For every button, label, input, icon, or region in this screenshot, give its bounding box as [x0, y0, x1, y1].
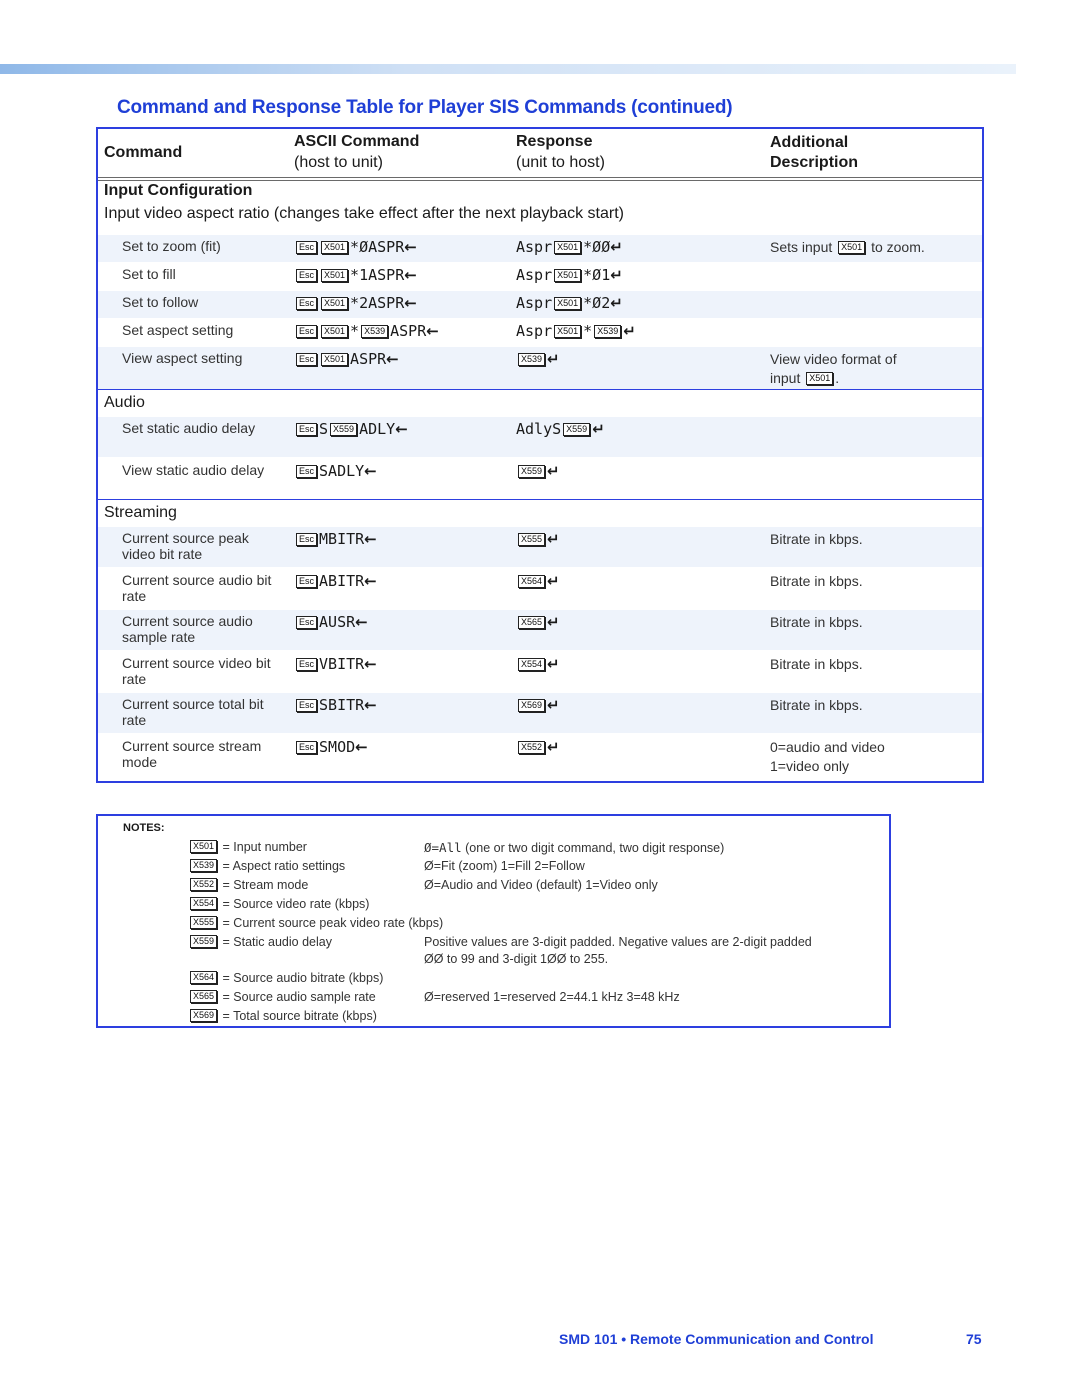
left-arrow-icon: ← — [395, 420, 408, 438]
additional-description: Bitrate in kbps. — [770, 656, 863, 672]
table-row — [98, 235, 982, 262]
response — [516, 696, 560, 714]
note-item: X569 = Total source bitrate (kbps) — [188, 1009, 377, 1023]
header-description: Description — [770, 154, 859, 171]
additional-description: Bitrate in kbps. — [770, 614, 863, 630]
header-host-to-unit: (host to unit) — [294, 154, 383, 171]
additional-description: Sets input X501 to zoom. — [770, 239, 925, 255]
note-item: X555 = Current source peak video rate (kbps) — [188, 916, 443, 930]
x559-key-icon: X559 — [518, 465, 545, 478]
ascii-command: Esc MBITR← — [294, 530, 377, 548]
notes-box — [96, 814, 891, 1028]
table-row — [98, 263, 982, 290]
left-arrow-icon: ← — [364, 572, 377, 590]
left-arrow-icon: ← — [426, 322, 439, 340]
left-arrow-icon: ← — [404, 294, 417, 312]
return-arrow-icon: ↵ — [547, 655, 560, 673]
ascii-command: Esc ABITR← — [294, 572, 377, 590]
x565-key-icon: X565 — [190, 990, 217, 1003]
row-label: Current source audio bit rate — [122, 572, 272, 604]
ascii-command: Esc X501 ASPR← — [294, 350, 399, 368]
return-arrow-icon: ↵ — [592, 420, 605, 438]
table-row — [98, 347, 982, 389]
note-detail: Ø=Audio and Video (default) 1=Video only — [424, 878, 658, 892]
additional-description: 0=audio and video 1=video only — [770, 739, 885, 774]
additional-description: Bitrate in kbps. — [770, 531, 863, 547]
x555-key-icon: X555 — [518, 533, 545, 546]
command-table — [96, 127, 984, 783]
section-divider — [98, 499, 982, 500]
x555-key-icon: X555 — [190, 916, 217, 929]
x501-key-icon: X501 — [554, 241, 581, 254]
x559-key-icon: X559 — [563, 423, 590, 436]
return-arrow-icon: ↵ — [547, 572, 560, 590]
x501-key-icon: X501 — [321, 269, 348, 282]
section-title-audio: Audio — [104, 394, 145, 411]
row-label: Set to fill — [122, 266, 176, 282]
note-detail: Ø=Fit (zoom) 1=Fill 2=Follow — [424, 859, 585, 873]
row-label: Current source stream mode — [122, 738, 262, 770]
x552-key-icon: X552 — [518, 741, 545, 754]
response: Aspr X501 *Ø2↵ — [516, 294, 623, 312]
left-arrow-icon: ← — [386, 350, 399, 368]
note-item: X565 = Source audio sample rate — [188, 990, 376, 1004]
response: Aspr X501 *Ø1↵ — [516, 266, 623, 284]
left-arrow-icon: ← — [355, 613, 368, 631]
response — [516, 462, 560, 480]
esc-key-icon: Esc — [296, 269, 317, 282]
return-arrow-icon: ↵ — [610, 294, 623, 312]
table-row — [98, 527, 982, 567]
ascii-command: Esc X501 *1ASPR← — [294, 266, 417, 284]
note-detail: Positive values are 3-digit padded. Negative values are 2-digit padded — [424, 935, 812, 949]
note-detail: Ø=reserved 1=reserved 2=44.1 kHz 3=48 kHz — [424, 990, 680, 1004]
x501-key-icon: X501 — [838, 241, 865, 254]
esc-key-icon: Esc — [296, 699, 317, 712]
x501-key-icon: X501 — [554, 297, 581, 310]
x501-key-icon: X501 — [806, 372, 833, 385]
table-row — [98, 569, 982, 609]
x501-key-icon: X501 — [321, 297, 348, 310]
additional-description: Bitrate in kbps. — [770, 573, 863, 589]
esc-key-icon: Esc — [296, 423, 317, 436]
ascii-command: Esc X501 *ØASPR← — [294, 238, 417, 256]
response — [516, 738, 560, 756]
esc-key-icon: Esc — [296, 465, 317, 478]
row-label: Current source video bit rate — [122, 655, 271, 687]
esc-key-icon: Esc — [296, 658, 317, 671]
left-arrow-icon: ← — [404, 238, 417, 256]
left-arrow-icon: ← — [364, 655, 377, 673]
esc-key-icon: Esc — [296, 616, 317, 629]
x539-key-icon: X539 — [361, 325, 388, 338]
header-unit-to-host: (unit to host) — [516, 154, 605, 171]
header-rule — [98, 177, 982, 178]
x501-key-icon: X501 — [190, 840, 217, 853]
esc-key-icon: Esc — [296, 241, 317, 254]
x501-key-icon: X501 — [554, 269, 581, 282]
table-row — [98, 459, 982, 499]
header-command: Command — [104, 144, 183, 161]
x554-key-icon: X554 — [518, 658, 545, 671]
table-row — [98, 735, 982, 779]
note-item: X564 = Source audio bitrate (kbps) — [188, 971, 383, 985]
note-item: X559 = Static audio delay — [188, 935, 332, 949]
x539-key-icon: X539 — [190, 859, 217, 872]
x569-key-icon: X569 — [518, 699, 545, 712]
row-label: View static audio delay — [122, 462, 265, 478]
row-label: Set aspect setting — [122, 322, 234, 338]
row-label: Set static audio delay — [122, 420, 256, 436]
response — [516, 350, 560, 368]
x569-key-icon: X569 — [190, 1009, 217, 1022]
page-title: Command and Response Table for Player SIS Commands (continued) — [117, 97, 733, 118]
x559-key-icon: X559 — [190, 935, 217, 948]
ascii-command: Esc X501 * X539 ASPR← — [294, 322, 439, 340]
esc-key-icon: Esc — [296, 297, 317, 310]
additional-description: View video format of input X501 . — [770, 351, 897, 386]
esc-key-icon: Esc — [296, 353, 317, 366]
ascii-command: Esc VBITR← — [294, 655, 377, 673]
x539-key-icon: X539 — [594, 325, 621, 338]
x552-key-icon: X552 — [190, 878, 217, 891]
return-arrow-icon: ↵ — [623, 322, 636, 340]
response: Aspr X501 * X539 ↵ — [516, 322, 636, 340]
note-detail: Ø=All (one or two digit command, two digit response) — [424, 840, 725, 855]
ascii-command: Esc SBITR← — [294, 696, 377, 714]
section-divider — [98, 389, 982, 390]
header-additional: Additional — [770, 134, 849, 151]
left-arrow-icon: ← — [404, 266, 417, 284]
esc-key-icon: Esc — [296, 533, 317, 546]
section-title-input-config: Input Configuration — [104, 182, 253, 199]
footer-text: SMD 101 • Remote Communication and Control — [559, 1331, 874, 1347]
response: AdlyS X559 ↵ — [516, 420, 605, 438]
x565-key-icon: X565 — [518, 616, 545, 629]
response — [516, 655, 560, 673]
left-arrow-icon: ← — [364, 530, 377, 548]
return-arrow-icon: ↵ — [547, 530, 560, 548]
esc-key-icon: Esc — [296, 741, 317, 754]
ascii-command: Esc S X559 ADLY← — [294, 420, 408, 438]
header-response: Response — [516, 133, 593, 150]
header-rule — [98, 180, 982, 181]
x539-key-icon: X539 — [518, 353, 545, 366]
x501-key-icon: X501 — [554, 325, 581, 338]
table-row — [98, 291, 982, 318]
table-row — [98, 319, 982, 346]
return-arrow-icon: ↵ — [547, 738, 560, 756]
row-label: Current source peak video bit rate — [122, 530, 249, 562]
ascii-command: Esc SMOD← — [294, 738, 368, 756]
additional-description: Bitrate in kbps. — [770, 697, 863, 713]
x501-key-icon: X501 — [321, 325, 348, 338]
left-arrow-icon: ← — [364, 462, 377, 480]
response: Aspr X501 *ØØ↵ — [516, 238, 623, 256]
x554-key-icon: X554 — [190, 897, 217, 910]
response — [516, 530, 560, 548]
table-row — [98, 652, 982, 692]
left-arrow-icon: ← — [355, 738, 368, 756]
row-label: Set to follow — [122, 294, 199, 310]
row-label: View aspect setting — [122, 350, 243, 366]
esc-key-icon: Esc — [296, 325, 317, 338]
return-arrow-icon: ↵ — [547, 613, 560, 631]
row-label: Set to zoom (fit) — [122, 238, 221, 254]
page-number: 75 — [966, 1331, 982, 1347]
return-arrow-icon: ↵ — [610, 238, 623, 256]
table-row — [98, 417, 982, 457]
x564-key-icon: X564 — [518, 575, 545, 588]
ascii-command: Esc X501 *2ASPR← — [294, 294, 417, 312]
return-arrow-icon: ↵ — [610, 266, 623, 284]
return-arrow-icon: ↵ — [547, 462, 560, 480]
x564-key-icon: X564 — [190, 971, 217, 984]
response — [516, 613, 560, 631]
return-arrow-icon: ↵ — [547, 350, 560, 368]
top-accent-bar — [0, 64, 1016, 74]
row-label: Current source total bit rate — [122, 696, 264, 728]
row-label: Current source audio sample rate — [122, 613, 253, 645]
header-ascii: ASCII Command — [294, 133, 420, 150]
left-arrow-icon: ← — [364, 696, 377, 714]
esc-key-icon: Esc — [296, 575, 317, 588]
ascii-command: Esc AUSR← — [294, 613, 368, 631]
note-item: X552 = Stream mode — [188, 878, 308, 892]
note-item: X539 = Aspect ratio settings — [188, 859, 345, 873]
notes-title: NOTES: — [123, 822, 165, 834]
x501-key-icon: X501 — [321, 353, 348, 366]
x501-key-icon: X501 — [321, 241, 348, 254]
table-row — [98, 610, 982, 650]
table-row — [98, 693, 982, 733]
section-desc-input-config: Input video aspect ratio (changes take effect after the next playback start) — [104, 205, 624, 222]
note-item: X554 = Source video rate (kbps) — [188, 897, 369, 911]
return-arrow-icon: ↵ — [547, 696, 560, 714]
section-title-streaming: Streaming — [104, 504, 177, 521]
note-detail: ØØ to 99 and 3-digit 1ØØ to 255. — [424, 952, 609, 966]
note-item: X501 = Input number — [188, 840, 307, 854]
x559-key-icon: X559 — [330, 423, 357, 436]
response — [516, 572, 560, 590]
ascii-command: Esc SADLY← — [294, 462, 377, 480]
